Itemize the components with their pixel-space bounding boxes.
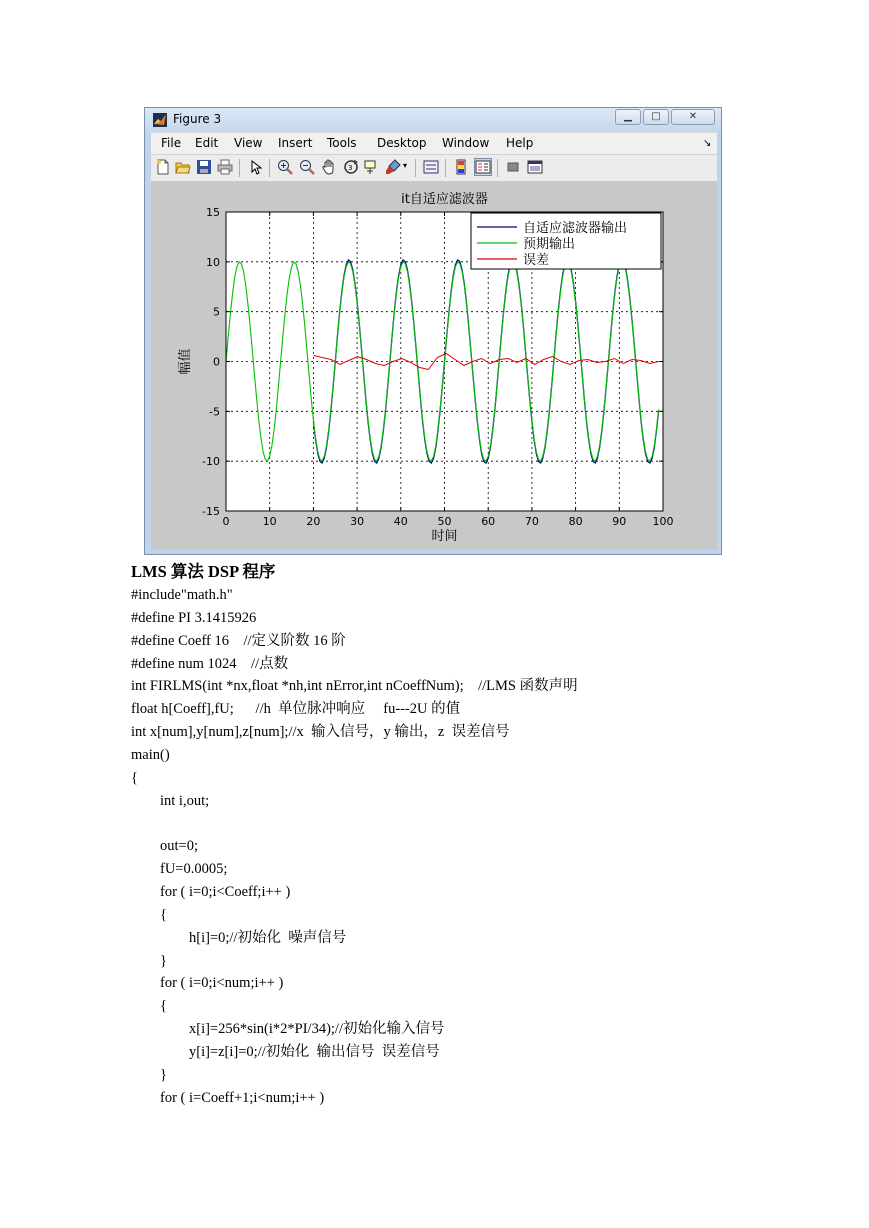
legend-entry: 自适应滤波器输出 — [523, 221, 628, 236]
legend-icon[interactable] — [475, 159, 491, 175]
x-tick-label: 100 — [652, 515, 674, 528]
matlab-logo-icon — [153, 113, 167, 127]
code-line: } — [131, 952, 167, 969]
data-cursor-icon[interactable] — [364, 159, 380, 175]
rotate-3d-icon[interactable] — [343, 159, 359, 175]
x-tick-label: 30 — [350, 515, 365, 528]
code-line: { — [131, 769, 138, 786]
code-line: #define PI 3.1415926 — [131, 609, 257, 626]
toolbar-separator — [445, 159, 446, 177]
code-line: main() — [131, 746, 170, 763]
toolbar-separator — [269, 159, 270, 177]
menu-window[interactable]: Window — [442, 136, 490, 150]
x-tick-label: 90 — [612, 515, 627, 528]
menu-edit[interactable]: Edit — [195, 136, 219, 150]
code-line: x[i]=256*sin(i*2*PI/34);//初始化输入信号 — [131, 1021, 445, 1038]
x-tick-label: 60 — [481, 515, 496, 528]
save-icon[interactable] — [196, 159, 212, 175]
menu-desktop[interactable]: Desktop — [377, 136, 427, 150]
y-tick-label: -5 — [209, 405, 220, 419]
code-line: int i,out; — [131, 792, 210, 809]
link-icon[interactable] — [423, 159, 439, 175]
window-title: Figure 3 — [173, 112, 222, 126]
close-button[interactable]: ✕ — [671, 109, 715, 125]
menu-insert[interactable]: Insert — [278, 136, 313, 150]
x-tick-label: 50 — [437, 515, 452, 528]
code-line: } — [131, 1066, 167, 1083]
open-folder-icon[interactable] — [175, 159, 191, 175]
x-tick-label: 70 — [524, 515, 539, 528]
menu-dock-arrow-icon[interactable]: ↘ — [703, 138, 712, 149]
menu-view[interactable]: View — [234, 136, 263, 150]
code-line: int FIRLMS(int *nx,float *nh,int nError,int nCoeffNum); //LMS 函数声明 — [131, 678, 578, 695]
code-line: for ( i=Coeff+1;i<num;i++ ) — [131, 1089, 325, 1106]
window-titlebar[interactable] — [145, 108, 721, 132]
y-tick-label: -10 — [202, 455, 220, 469]
brush-dropdown-icon[interactable]: ▾ — [403, 161, 408, 170]
brush-icon[interactable] — [385, 159, 401, 175]
code-line: h[i]=0;//初始化 噪声信号 — [131, 929, 347, 946]
chart-title: it自适应滤波器 — [401, 192, 488, 207]
pointer-icon[interactable] — [247, 159, 263, 175]
colorbar-icon[interactable] — [453, 159, 469, 175]
code-line: #define num 1024 //点数 — [131, 655, 289, 672]
y-tick-label: 0 — [213, 355, 220, 369]
zoom-in-icon[interactable] — [277, 159, 293, 175]
y-tick-label: 10 — [206, 255, 220, 269]
line-chart — [151, 181, 717, 550]
new-file-icon[interactable] — [155, 159, 171, 175]
x-tick-label: 80 — [568, 515, 583, 528]
code-line: y[i]=z[i]=0;//初始化 输出信号 误差信号 — [131, 1044, 440, 1060]
x-tick-label: 40 — [393, 515, 408, 528]
menu-bar — [151, 132, 717, 155]
code-line: #define Coeff 16 //定义阶数 16 阶 — [131, 632, 346, 649]
menu-help[interactable]: Help — [506, 136, 534, 150]
code-line: int x[num],y[num],z[num];//x 输入信号，y 输出，z 误差信号 — [131, 724, 510, 741]
y-tick-label: 15 — [206, 206, 220, 219]
code-line: #include"math.h" — [131, 587, 233, 603]
x-tick-label: 10 — [262, 515, 277, 528]
hide-plot-tools-icon[interactable] — [505, 159, 521, 175]
maximize-button[interactable]: □ — [643, 109, 669, 125]
toolbar-separator — [239, 159, 240, 177]
figure-canvas — [151, 181, 717, 550]
x-axis-label: 时间 — [431, 529, 458, 544]
minimize-button[interactable]: ▁ — [615, 109, 641, 125]
toolbar-separator — [415, 159, 416, 177]
toolbar-separator — [497, 159, 498, 177]
y-axis-label: 幅值 — [178, 348, 193, 375]
code-line: { — [131, 998, 167, 1015]
code-line: out=0; — [131, 838, 198, 855]
menu-file[interactable]: File — [161, 136, 182, 150]
code-line: for ( i=0;i<num;i++ ) — [131, 975, 284, 992]
zoom-out-icon[interactable] — [299, 159, 315, 175]
legend-entry: 预期输出 — [523, 237, 576, 252]
figure-window — [144, 107, 722, 555]
legend-entry: 误差 — [523, 253, 550, 268]
y-tick-label: -15 — [202, 505, 220, 518]
pan-hand-icon[interactable] — [321, 159, 337, 175]
code-line: fU=0.0005; — [131, 861, 228, 878]
code-line: { — [131, 906, 167, 923]
print-icon[interactable] — [217, 159, 233, 175]
figure-toolbar — [151, 154, 717, 182]
svg-text:3: 3 — [348, 164, 353, 172]
menu-tools[interactable]: Tools — [327, 136, 357, 150]
code-line: float h[Coeff],fU; //h 单位脉冲响应 fu---2U 的值 — [131, 701, 461, 718]
x-tick-label: 20 — [306, 515, 321, 528]
x-tick-label: 0 — [222, 515, 230, 528]
y-tick-label: 5 — [213, 305, 220, 319]
section-heading: LMS 算法 DSP 程序 — [131, 562, 276, 581]
show-plot-tools-icon[interactable] — [527, 159, 543, 175]
code-line: for ( i=0;i<Coeff;i++ ) — [131, 884, 291, 901]
